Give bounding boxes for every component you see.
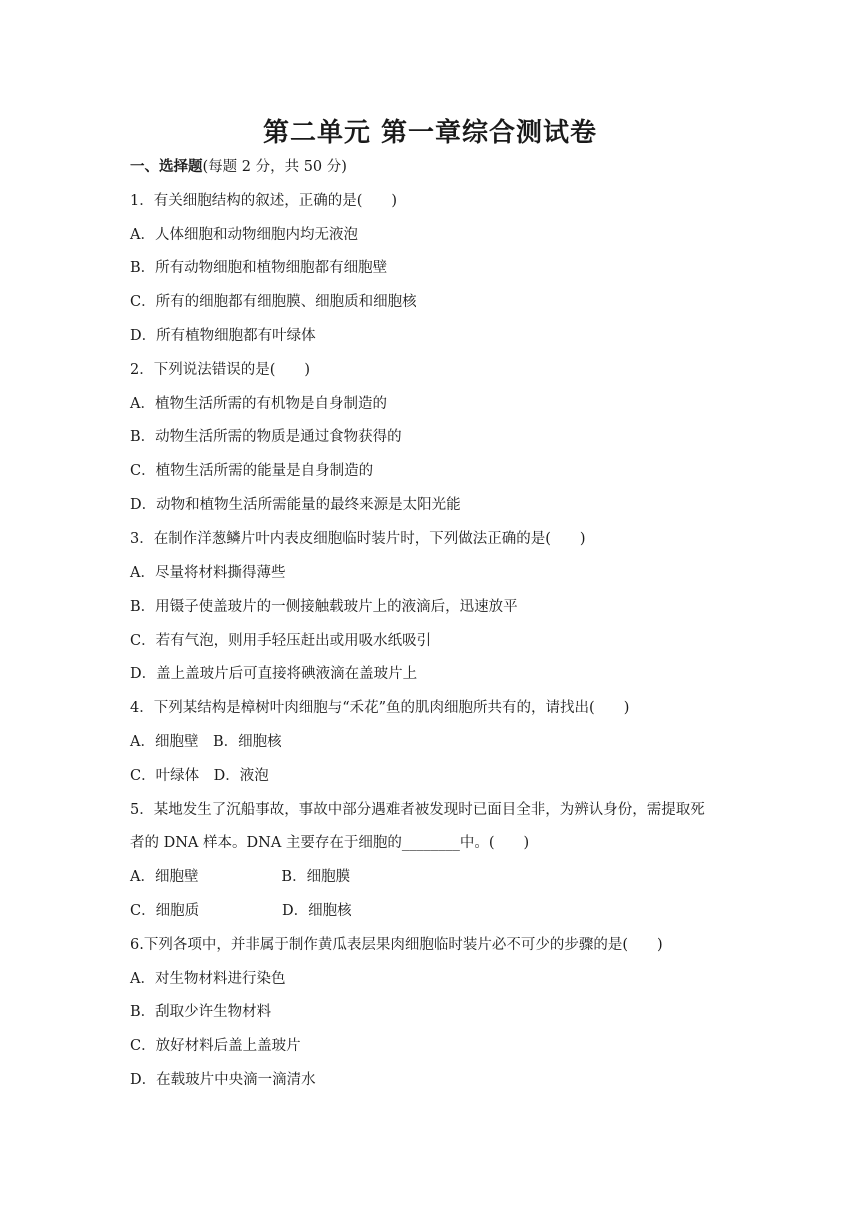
question-6-option-d: D．在载玻片中央滴一滴清水 xyxy=(130,1072,316,1088)
question-2-option-a: A．植物生活所需的有机物是自身制造的 xyxy=(130,396,387,412)
question-6: 6.下列各项中，并非属于制作黄瓜表层果肉细胞临时装片必不可少的步骤的是( ) xyxy=(130,937,663,953)
question-5-line-2: 者的 DNA 样本。DNA 主要存在于细胞的________中。( ) xyxy=(130,835,530,851)
document-title: 第二单元 第一章综合测试卷 xyxy=(262,118,598,148)
question-5-options-ab: A．细胞壁 B．细胞膜 xyxy=(130,869,351,885)
question-2-option-d: D．动物和植物生活所需能量的最终来源是太阳光能 xyxy=(130,497,461,513)
question-3-option-b: B．用镊子使盖玻片的一侧接触载玻片上的液滴后，迅速放平 xyxy=(130,599,518,615)
question-1-option-b: B．所有动物细胞和植物细胞都有细胞壁 xyxy=(130,260,388,276)
question-3-option-c: C．若有气泡，则用手轻压赶出或用吸水纸吸引 xyxy=(130,633,432,649)
question-4-options-ab: A．细胞壁 B．细胞核 xyxy=(130,734,282,750)
section-heading xyxy=(130,157,347,177)
question-6-option-a: A．对生物材料进行染色 xyxy=(130,971,286,987)
question-3-option-d: D．盖上盖玻片后可直接将碘液滴在盖玻片上 xyxy=(130,666,418,682)
question-6-option-b: B．刮取少许生物材料 xyxy=(130,1004,272,1020)
question-6-option-c: C．放好材料后盖上盖玻片 xyxy=(130,1038,301,1054)
question-1: 1．有关细胞结构的叙述，正确的是( ) xyxy=(130,193,398,209)
question-3: 3．在制作洋葱鳞片叶内表皮细胞临时装片时，下列做法正确的是( ) xyxy=(130,531,586,547)
question-4-options-cd: C．叶绿体 D．液泡 xyxy=(130,768,269,784)
question-5-options-cd: C．细胞质 D．细胞核 xyxy=(130,903,352,919)
question-2-option-b: B．动物生活所需的物质是通过食物获得的 xyxy=(130,429,402,445)
question-4: 4．下列某结构是樟树叶肉细胞与“禾花”鱼的肌肉细胞所共有的，请找出( ) xyxy=(130,700,630,716)
question-1-option-c: C．所有的细胞都有细胞膜、细胞质和细胞核 xyxy=(130,294,417,310)
section-heading-label: 一、选择题 xyxy=(130,159,203,175)
question-2-option-c: C．植物生活所需的能量是自身制造的 xyxy=(130,463,374,479)
question-1-option-d: D．所有植物细胞都有叶绿体 xyxy=(130,328,316,344)
question-2: 2．下列说法错误的是( ) xyxy=(130,362,311,378)
section-scoring-note: (每题 2 分，共 50 分) xyxy=(202,159,347,175)
question-1-option-a: A．人体细胞和动物细胞内均无液泡 xyxy=(130,227,358,243)
question-5-line-1: 5．某地发生了沉船事故，事故中部分遇难者被发现时已面目全非，为辨认身份，需提取死 xyxy=(130,802,705,818)
question-3-option-a: A．尽量将材料撕得薄些 xyxy=(130,565,286,581)
